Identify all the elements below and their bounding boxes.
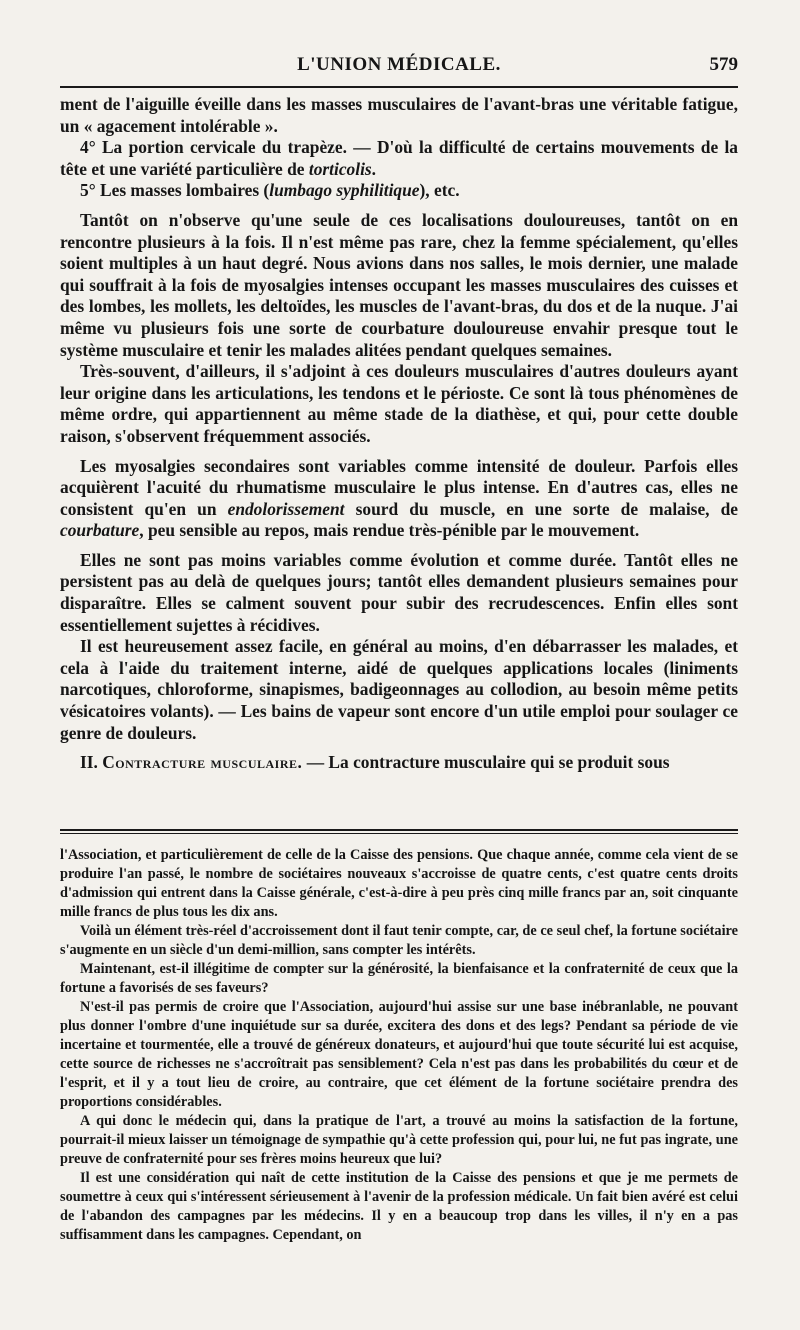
emphasis: courbature [60, 520, 140, 541]
feuilleton-text [60, 846, 738, 1245]
section-heading-paragraph: II. Contracture musculaire. — La contracture musculaire qui se produit sous [80, 752, 670, 773]
emphasis: lumbago syphilitique [269, 180, 420, 201]
running-header [60, 48, 738, 82]
section-heading: Contracture musculaire. [102, 752, 303, 773]
paragraph: Il est heureusement assez facile, en général au moins, d'en débarrasser les malades, et cela à l'aide du traitement interne, aidé de quelques applications locales (liniments narcotiques, chloroforme, sinapismes, badigeonnages au collodion, au besoin même petits vésicatoires volants). — Les bains de vapeur sont encore d'un utile emploi pour soulager ce genre de douleurs. [60, 636, 738, 743]
paragraph: Elles ne sont pas moins variables comme évolution et comme durée. Tantôt elles ne persistent pas au delà de quelques jours; tantôt elles demandent plusieurs semaines pour disparaître. Elles se calment souvent pour subir des recrudescences. Enfin elles sont essentiellement sujettes à récidives. [60, 549, 738, 635]
emphasis: torticolis [308, 158, 372, 179]
paragraph-continuation: ment de l'aiguille éveille dans les masses musculaires de l'avant-bras une véritable fatigue, un « agacement intolérable ». [60, 94, 738, 136]
paragraph: Très-souvent, d'ailleurs, il s'adjoint à ces douleurs musculaires d'autres douleurs ayant leur origine dans les articulations, les tendons et le périoste. Ce sont là tous phénomènes de même ordre, qui appartiennent au même stade de la diathèse, et qui, pour cette double raison, s'observent fréquemment associés. [60, 361, 738, 446]
header-rule [60, 86, 738, 88]
footnote-paragraph: l'Association, et particulièrement de celle de la Caisse des pensions. Que chaque année, comme cela vient de se produire l'an passé, le nombre de sociétaires nouveaux s'accroisse de quatre cents, c'est quatre cents droits d'admission qui entrent dans la Caisse générale, c'est-à-dire à peu près cinq mille francs par an, soit cinquante mille francs de plus tous les dix ans. [60, 847, 738, 920]
footnote-rule [60, 829, 738, 834]
footnote-paragraph: N'est-il pas permis de croire que l'Association, aujourd'hui assise sur une base inébranlable, ne pouvant plus donner l'ombre d'une inquiétude sur sa durée, excitera des dons et des legs? Pendant sa période de vie incertaine et tourmentée, elle a trouvé de généreux donateurs, et aujourd'hui que toute sécurité lui est acquise, cette source de richesses ne s'accroîtrait pas sensiblement? Cela n'est pas dans les probabilités du cœur et de l'esprit, et il y a tout lieu de croire, au contraire, que cet élément de la fortune sociétaire prendra des proportions considérables. [60, 999, 738, 1110]
list-item-4: 4° La portion cervicale du trapèze. — D'où la difficulté de certains mouvements de la tête et une variété particulière de torticolis. [60, 137, 738, 179]
footnote-paragraph: Voilà un élément très-réel d'accroissement dont il faut tenir compte, car, de ce seul chef, la fortune sociétaire s'augmente en un siècle d'un demi-million, sans compter les intérêts. [60, 923, 738, 958]
footnote-paragraph: Maintenant, est-il illégitime de compter sur la générosité, la bienfaisance et la confraternité de ceux que la fortune a favorisés de ses faveurs? [60, 961, 738, 996]
journal-title: L'UNION MÉDICALE. [297, 54, 501, 75]
footnote-paragraph: A qui donc le médecin qui, dans la pratique de l'art, a trouvé au moins la satisfaction de la fortune, pourrait-il mieux laisser un témoignage de sympathie qu'à cette profession qui, pour lui, ne fut pas ingrate, une preuve de confraternité pour ses frères moins heureux que lui? [60, 1113, 738, 1167]
paragraph: Les myosalgies secondaires sont variables comme intensité de douleur. Parfois elles acquièrent l'acuité du rhumatisme musculaire le plus intense. En d'autres cas, elles ne consistent qu'en un endolorissement sourd du muscle, en une sorte de malaise, de courbature, peu sensible au repos, mais rendue très-pénible par le mouvement. [60, 455, 738, 541]
page-number: 579 [709, 54, 738, 75]
list-item-5: 5° Les masses lombaires (lumbago syphilitique), etc. [80, 180, 460, 201]
paragraph: Tantôt on n'observe qu'une seule de ces localisations douloureuses, tantôt on en rencontre plusieurs à la fois. Il n'est même pas rare, chez la femme spécialement, qu'elles soient multiples à un haut degré. Nous avions dans nos salles, le mois dernier, une malade qui souffrait à la fois de myosalgies intenses occupant les masses musculaires des cuisses et des lombes, les mollets, les deltoïdes, les muscles de l'avant-bras, du dos et de la nuque. J'ai même vu plusieurs fois une sorte de courbature douloureuse envahir presque tout le système musculaire et tenir les malades alitées pendant quelques semaines. [60, 209, 738, 360]
emphasis: endolorissement [227, 498, 345, 519]
footnote-paragraph: Il est une considération qui naît de cette institution de la Caisse des pensions et que je me permets de soumettre à ceux qui s'intéressent sérieusement à l'avenir de la profession médicale. Un fait bien avéré est celui de l'abandon des campagnes par les médecins. Il y en a beaucoup trop dans les villes, il n'y en a pas suffisamment dans les campagnes. Cependant, on [60, 1170, 738, 1243]
main-text [60, 94, 738, 774]
